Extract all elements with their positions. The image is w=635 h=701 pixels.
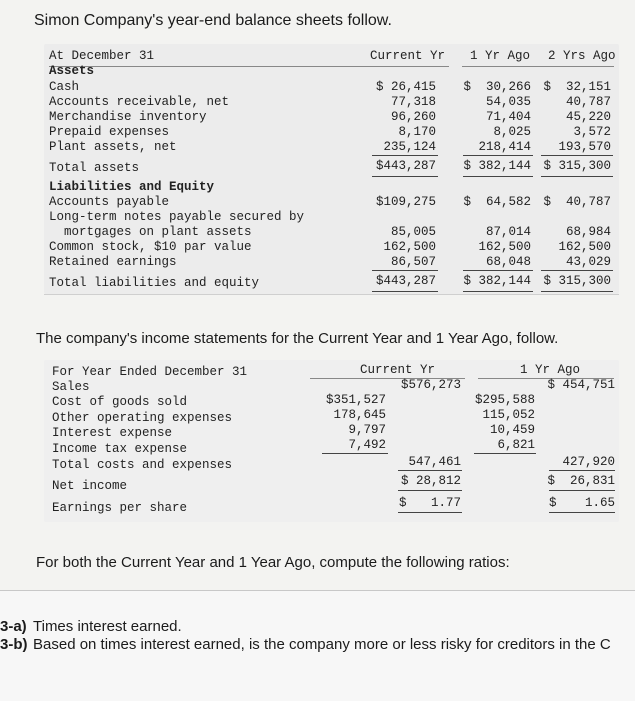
instruction-text: For both the Current Year and 1 Year Ago, compute the following ratios:	[36, 554, 510, 571]
income-intro-text: The company's income statements for the Current Year and 1 Year Ago, follow.	[36, 330, 559, 347]
bs-header-1yr: 1 Yr Ago	[470, 49, 531, 63]
bs-header-current: Current Yr	[370, 49, 446, 63]
is-header-date: For Year Ended December 31	[52, 365, 248, 379]
intro-text: Simon Company's year-end balance sheets follow.	[34, 12, 392, 29]
is-header-1yr: 1 Yr Ago	[520, 363, 581, 377]
bs-header-2yr: 2 Yrs Ago	[548, 49, 616, 63]
assets-heading: Assets	[49, 64, 95, 78]
is-header-current: Current Yr	[360, 363, 436, 377]
bs-header-date: At December 31	[49, 49, 155, 63]
liabilities-heading: Liabilities and Equity	[49, 180, 215, 194]
